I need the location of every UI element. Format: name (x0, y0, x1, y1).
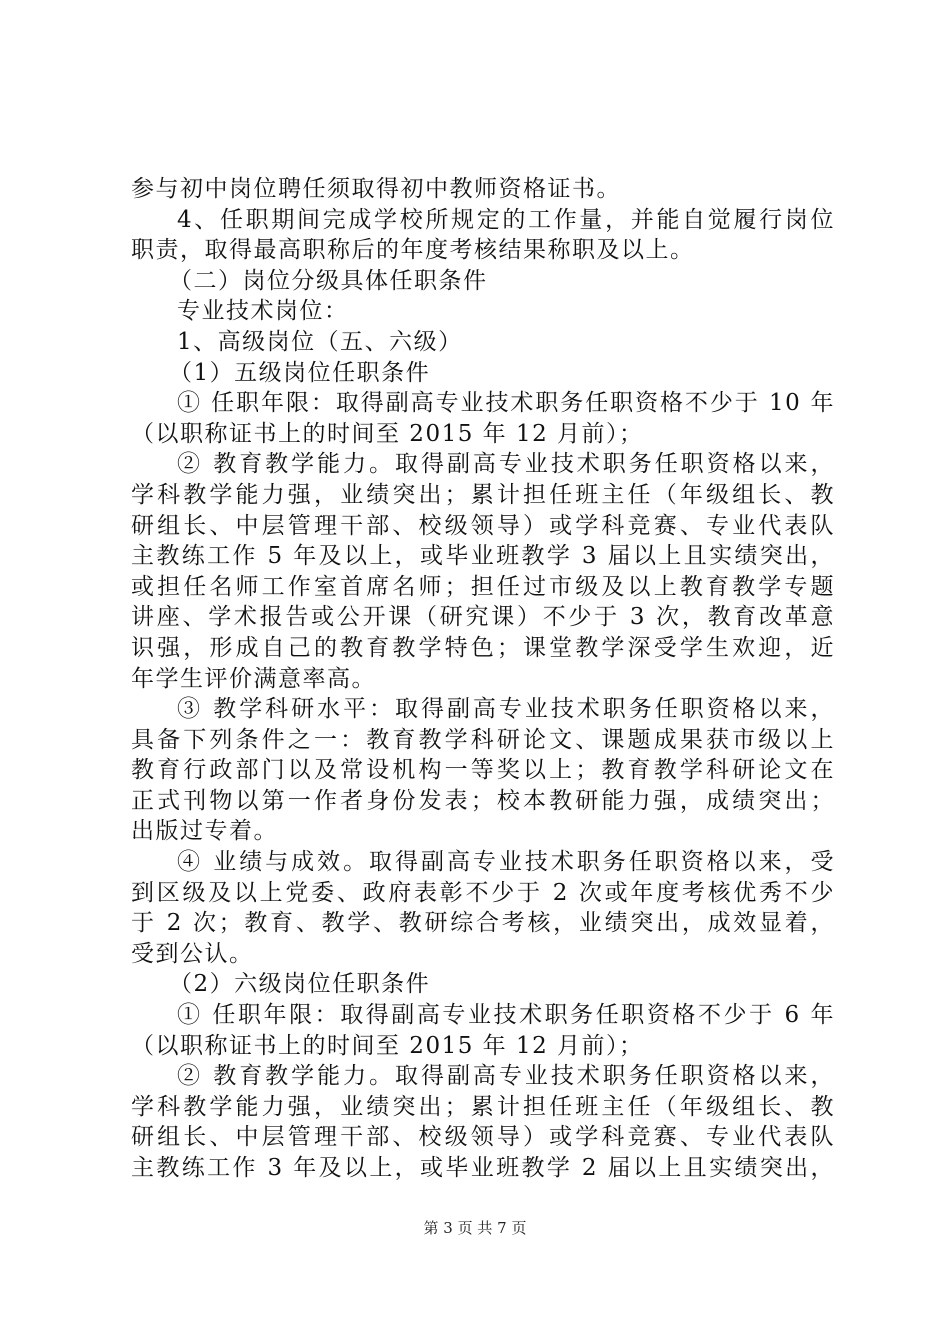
text-line: 到区级及以上党委、政府表彰不少于 2 次或年度考核优秀不少 (131, 879, 835, 906)
text-line: ① 任职年限：取得副高专业技术职务任职资格不少于 6 年 (177, 1002, 835, 1029)
text-line: 4、任职期间完成学校所规定的工作量，并能自觉履行岗位 (177, 206, 835, 233)
text-line: 主教练工作 5 年及以上，或毕业班教学 3 届以上且实绩突出， (131, 543, 835, 570)
text-line: 受到公认。 (131, 940, 254, 967)
text-line: ④ 业绩与成效。取得副高专业技术职务任职资格以来，受 (177, 849, 835, 876)
text-line: 研组长、中层管理干部、校级领导）或学科竞赛、专业代表队 (131, 512, 835, 539)
text-line: ① 任职年限：取得副高专业技术职务任职资格不少于 10 年 (177, 390, 835, 417)
text-line: ② 教育教学能力。取得副高专业技术职务任职资格以来， (177, 451, 835, 478)
section-heading: （2）六级岗位任职条件 (169, 971, 431, 998)
text-line: 职责，取得最高职称后的年度考核结果称职及以上。 (131, 237, 695, 264)
text-line: 具备下列条件之一：教育教学科研论文、课题成果获市级以上 (131, 726, 835, 753)
text-line: 教育行政部门以及常设机构一等奖以上；教育教学科研论文在 (131, 757, 835, 784)
text-line: 正式刊物以第一作者身份发表；校本教研能力强，成绩突出； (131, 787, 835, 814)
text-line: 或担任名师工作室首席名师；担任过市级及以上教育教学专题 (131, 573, 835, 600)
text-line: 讲座、学术报告或公开课（研究课）不少于 3 次，教育改革意 (131, 604, 835, 631)
text-line: （以职称证书上的时间至 2015 年 12 月前）； (131, 420, 644, 447)
text-line: 于 2 次；教育、教学、教研综合考核，业绩突出，成效显着， (131, 910, 835, 937)
text-line: 学科教学能力强，业绩突出；累计担任班主任（年级组长、教 (131, 1093, 835, 1120)
text-line: （以职称证书上的时间至 2015 年 12 月前）； (131, 1032, 644, 1059)
document-body (131, 174, 835, 1184)
text-line: 参与初中岗位聘任须取得初中教师资格证书。 (131, 176, 621, 202)
section-heading: （二）岗位分级具体任职条件 (169, 267, 488, 294)
text-line: ③ 教学科研水平：取得副高专业技术职务任职资格以来， (177, 696, 835, 723)
text-line: 主教练工作 3 年及以上，或毕业班教学 2 届以上且实绩突出， (131, 1155, 835, 1181)
text-line: 识强，形成自己的教育教学特色；课堂教学深受学生欢迎，近 (131, 634, 835, 661)
text-line: ② 教育教学能力。取得副高专业技术职务任职资格以来， (177, 1063, 835, 1090)
page-number-footer: 第 3 页 共 7 页 (423, 1219, 527, 1237)
section-heading: （1）五级岗位任职条件 (169, 359, 431, 386)
text-line: 出版过专着。 (131, 818, 278, 845)
section-heading: 1、高级岗位（五、六级） (177, 328, 463, 355)
text-line: 专业技术岗位： (177, 298, 349, 325)
text-line: 研组长、中层管理干部、校级领导）或学科竞赛、专业代表队 (131, 1124, 835, 1151)
text-line: 年学生评价满意率高。 (131, 665, 376, 692)
text-line: 学科教学能力强，业绩突出；累计担任班主任（年级组长、教 (131, 481, 835, 508)
